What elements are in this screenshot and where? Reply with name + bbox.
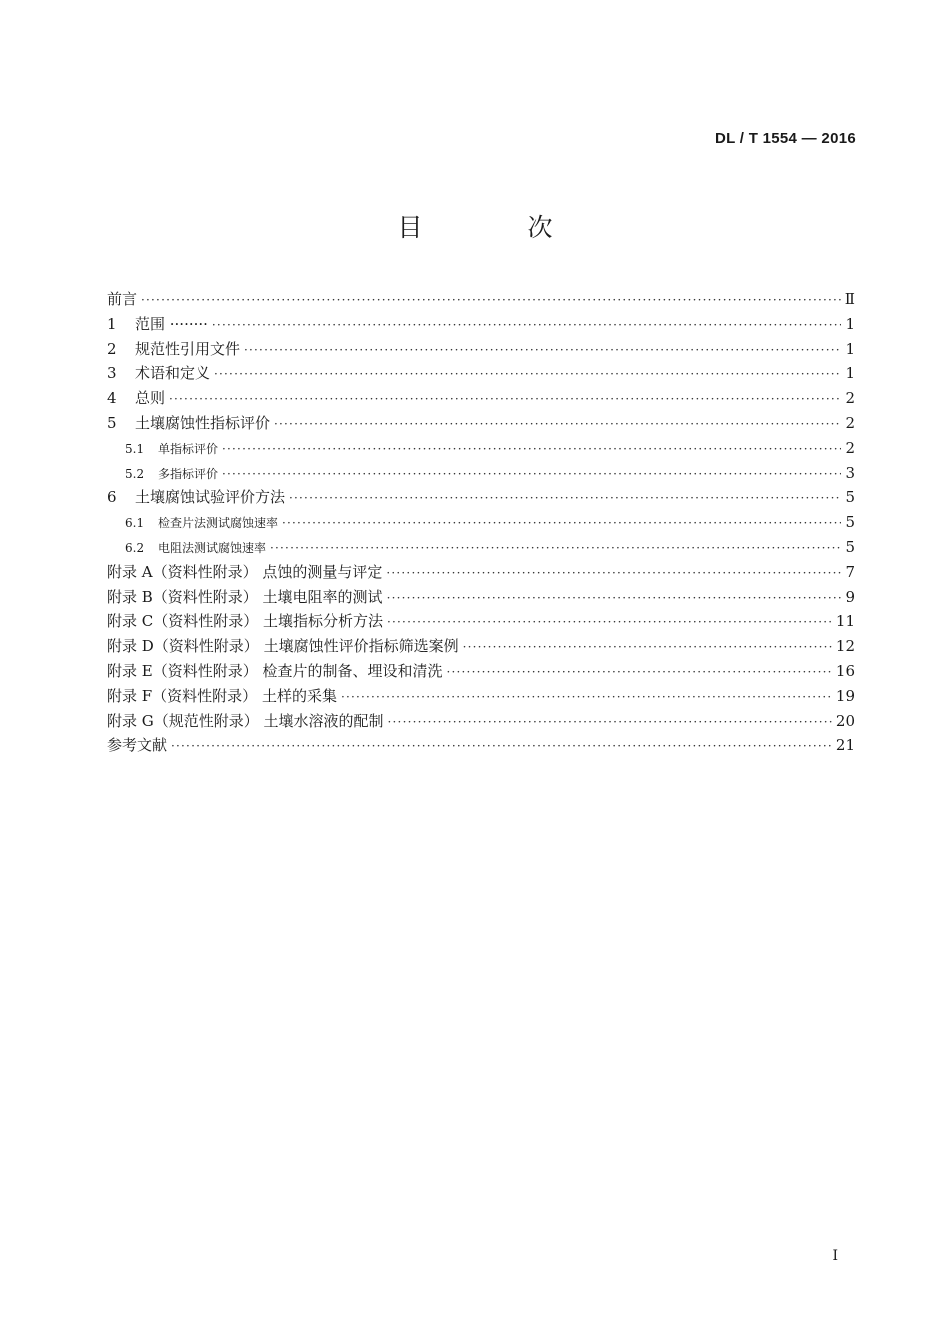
- dot-leader: [447, 660, 832, 685]
- toc-entry-number: 5: [107, 413, 117, 432]
- toc-entry-page: 19: [835, 686, 855, 705]
- dot-leader: [141, 288, 841, 313]
- toc-entry-label: [125, 437, 218, 462]
- toc-entry[interactable]: [107, 659, 855, 684]
- toc-entry-page: 7: [845, 562, 855, 581]
- toc-entry-page: 11: [835, 612, 855, 631]
- toc-entry-title: 电阻法测试腐蚀速率: [158, 540, 267, 555]
- table-of-contents: [107, 287, 855, 758]
- toc-entry-number: 3: [107, 364, 117, 383]
- toc-entry-page: 5: [845, 488, 855, 507]
- toc-entry-label: [107, 337, 240, 362]
- toc-entry-title: 单指标评价: [158, 441, 219, 456]
- toc-entry-page: 1: [845, 314, 855, 333]
- dot-leader: [463, 635, 832, 660]
- toc-entry-label: [107, 609, 383, 634]
- toc-entry[interactable]: [107, 337, 855, 362]
- toc-entry-page: 3: [845, 463, 855, 482]
- toc-entry-title: 总则: [135, 389, 166, 408]
- toc-entry-label: [107, 659, 443, 684]
- toc-entry-page: Ⅱ: [844, 290, 855, 308]
- toc-entry-label: [107, 733, 167, 758]
- toc-entry-title: 术语和定义: [135, 364, 211, 383]
- toc-entry-title: 参考文献: [107, 736, 168, 755]
- standard-code: DL / T 1554 — 2016: [714, 130, 856, 147]
- toc-entry-label: [107, 386, 165, 411]
- toc-entry-title: 土壤腐蚀试验评价方法: [135, 488, 286, 507]
- toc-entry[interactable]: [107, 461, 855, 486]
- toc-entry-page: 9: [845, 587, 855, 606]
- toc-entry[interactable]: [107, 411, 855, 436]
- toc-entry-number: 6.1: [125, 516, 145, 531]
- toc-entry-page: 1: [845, 364, 855, 383]
- toc-entry-number: 2: [107, 339, 117, 358]
- toc-entry-page: 21: [835, 736, 855, 755]
- dot-leader: [274, 412, 841, 437]
- dot-leader: [270, 536, 841, 561]
- dot-leader: [387, 610, 832, 635]
- toc-entry[interactable]: [107, 609, 855, 634]
- toc-entry-number: 4: [107, 389, 117, 408]
- toc-entry-title: 附录 B（资料性附录） 土壤电阻率的测试: [107, 587, 383, 606]
- dot-leader: [212, 313, 842, 338]
- toc-entry-title: 附录 F（资料性附录） 土样的采集: [107, 686, 337, 705]
- page-number: I: [832, 1248, 838, 1264]
- toc-entry-label: [107, 684, 337, 709]
- toc-entry[interactable]: [107, 312, 855, 337]
- toc-entry-page: 2: [845, 438, 855, 457]
- dot-leader: [388, 710, 832, 735]
- toc-entry-label: [107, 709, 384, 734]
- toc-entry-number: 1: [107, 314, 117, 333]
- dot-leader: [244, 338, 841, 363]
- toc-entry-page: 2: [845, 413, 855, 432]
- toc-entry-title: 附录 E（资料性附录） 检查片的制备、埋设和清洗: [107, 661, 443, 680]
- toc-entry-title: 附录 D（资料性附录） 土壤腐蚀性评价指标筛选案例: [107, 637, 459, 656]
- toc-entry[interactable]: [107, 485, 855, 510]
- toc-entry-label: [125, 511, 278, 536]
- toc-entry-title: 前言: [107, 290, 138, 308]
- toc-entry[interactable]: [107, 709, 855, 734]
- toc-entry-title: 土壤腐蚀性指标评价: [135, 413, 271, 432]
- toc-entry-title: 范围 ········: [135, 314, 208, 333]
- dot-leader: [289, 486, 841, 511]
- toc-entry-page: 5: [845, 513, 855, 532]
- dot-leader: [387, 586, 842, 611]
- dot-leader: [171, 734, 832, 759]
- toc-entry-title: 规范性引用文件: [135, 339, 241, 358]
- toc-entry-label: [107, 411, 270, 436]
- toc-entry-title: 多指标评价: [158, 466, 219, 481]
- toc-entry-page: 16: [835, 661, 855, 680]
- toc-entry-label: [107, 634, 459, 659]
- toc-entry-label: [107, 287, 137, 312]
- dot-leader: [386, 561, 841, 586]
- toc-entry[interactable]: [107, 287, 855, 312]
- dot-leader: [282, 511, 841, 536]
- toc-entry[interactable]: [107, 634, 855, 659]
- toc-entry-title: 附录 A（资料性附录） 点蚀的测量与评定: [107, 562, 383, 581]
- toc-entry-title: 检查片法测试腐蚀速率: [158, 516, 279, 531]
- toc-entry[interactable]: [107, 436, 855, 461]
- toc-entry-number: 6.2: [125, 540, 145, 555]
- toc-entry[interactable]: [107, 535, 855, 560]
- toc-entry[interactable]: [107, 510, 855, 535]
- toc-entry-label: [125, 536, 266, 561]
- toc-entry-page: 2: [845, 389, 855, 408]
- page-title: 目 次: [397, 213, 593, 242]
- toc-entry-label: [107, 361, 210, 386]
- toc-entry-label: [107, 485, 285, 510]
- toc-entry-number: 5.2: [125, 466, 145, 481]
- dot-leader: [341, 685, 832, 710]
- toc-entry[interactable]: [107, 585, 855, 610]
- toc-entry[interactable]: [107, 733, 855, 758]
- toc-entry[interactable]: [107, 361, 855, 386]
- toc-entry-label: [125, 462, 218, 487]
- toc-entry-page: 12: [835, 637, 855, 656]
- toc-entry[interactable]: [107, 684, 855, 709]
- dot-leader: [214, 362, 841, 387]
- toc-entry-number: 6: [107, 488, 117, 507]
- toc-entry-title: 附录 C（资料性附录） 土壤指标分析方法: [107, 612, 384, 631]
- toc-entry-title: 附录 G（规范性附录） 土壤水溶液的配制: [107, 711, 384, 730]
- dot-leader: [222, 462, 841, 487]
- toc-entry-label: [107, 585, 383, 610]
- toc-entry[interactable]: [107, 386, 855, 411]
- dot-leader: [169, 387, 841, 412]
- dot-leader: [222, 437, 841, 462]
- toc-entry-number: 5.1: [125, 441, 145, 456]
- toc-entry-label: [107, 312, 208, 337]
- toc-entry-page: 20: [835, 711, 855, 730]
- toc-entry-page: 5: [845, 537, 855, 556]
- toc-entry-label: [107, 560, 382, 585]
- toc-entry[interactable]: [107, 560, 855, 585]
- toc-entry-page: 1: [845, 339, 855, 358]
